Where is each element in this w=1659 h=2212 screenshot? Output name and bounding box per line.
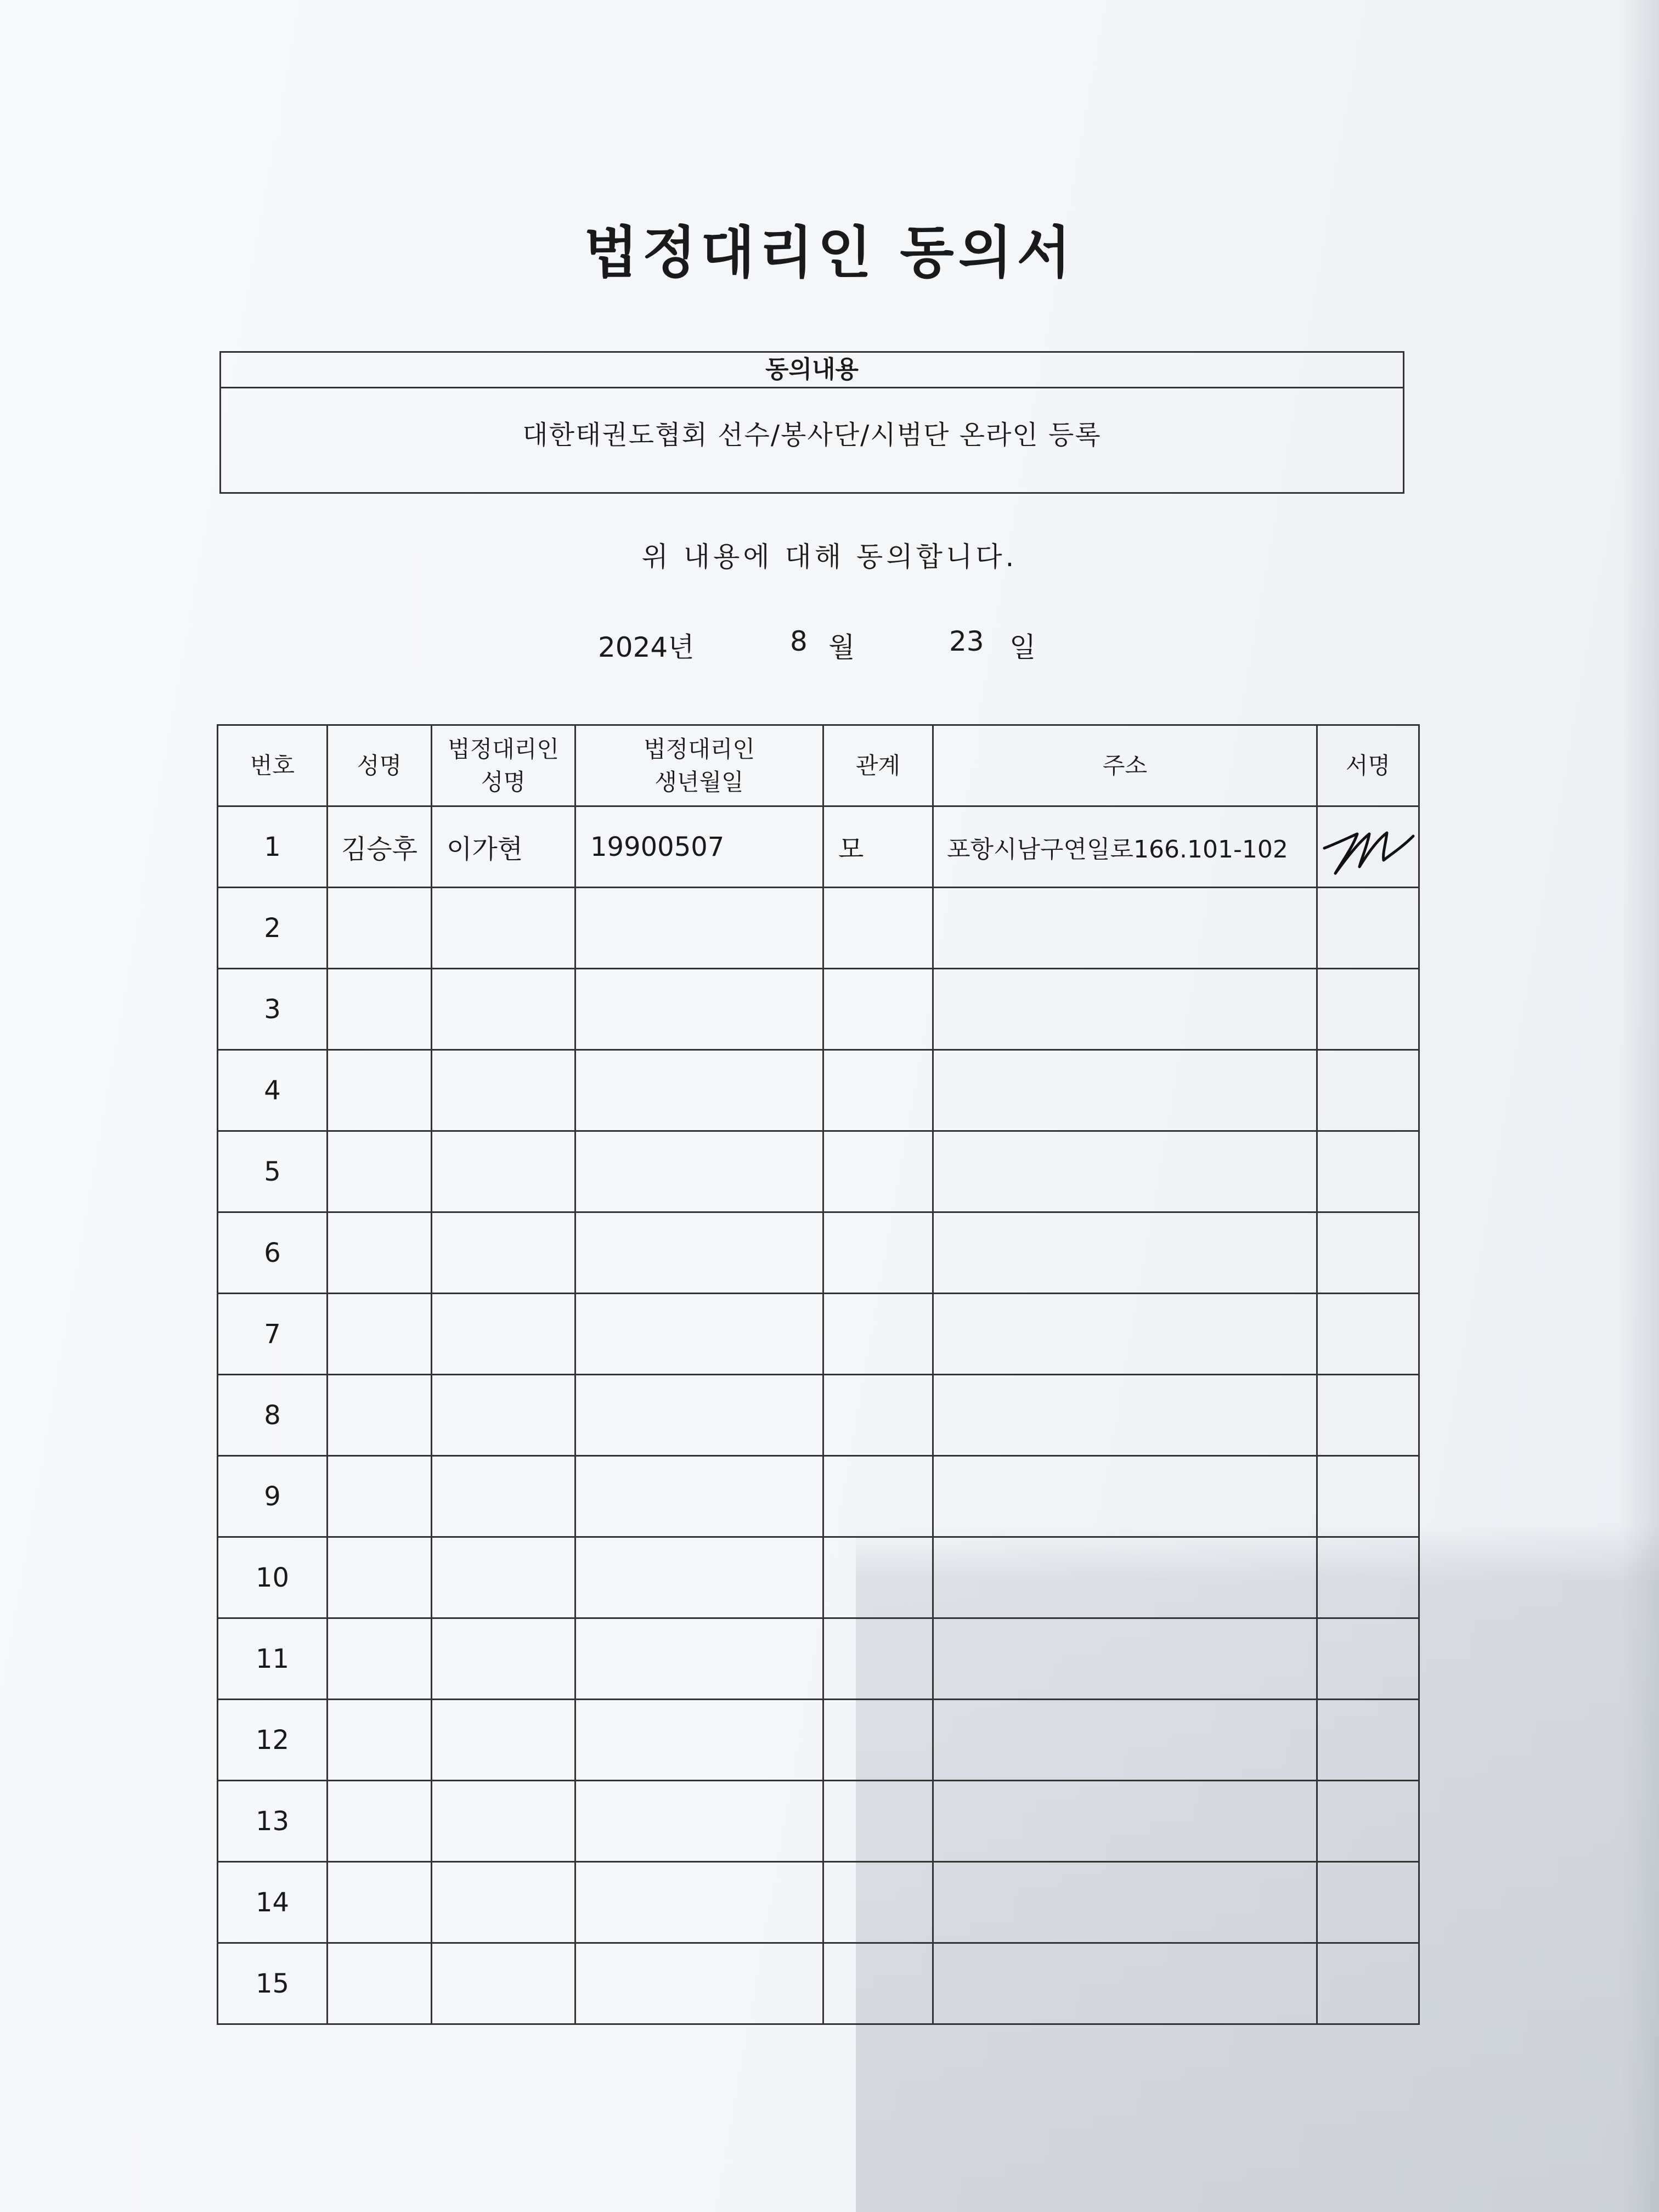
cell-no: 13 [218, 1781, 328, 1862]
cell-address [933, 1781, 1317, 1862]
cell-guardian-birth [575, 1700, 823, 1781]
cell-signature [1317, 1943, 1419, 2024]
cell-guardian-name [432, 1537, 575, 1618]
cell-guardian-name [432, 1943, 575, 2024]
cell-name [328, 1294, 432, 1375]
cell-guardian-name [432, 888, 575, 969]
cell-relation [823, 1943, 933, 2024]
table-row [218, 1618, 1419, 1700]
cell-no: 4 [218, 1050, 328, 1131]
cell-name: 김승후 [328, 806, 432, 888]
cell-name [328, 969, 432, 1050]
cell-signature [1317, 806, 1419, 888]
cell-guardian-name [432, 1375, 575, 1456]
cell-guardian-name [432, 1781, 575, 1862]
cell-relation [823, 1862, 933, 1943]
cell-guardian-name [432, 1131, 575, 1212]
cell-relation [823, 969, 933, 1050]
table-row [218, 1700, 1419, 1781]
date-day-value: 23 [949, 625, 984, 657]
cell-address [933, 888, 1317, 969]
cell-signature [1317, 1781, 1419, 1862]
cell-name [328, 1537, 432, 1618]
cell-address [933, 1862, 1317, 1943]
cell-address [933, 1050, 1317, 1131]
cell-address: 포항시남구연일로166.101-102 [933, 806, 1317, 888]
cell-address [933, 1212, 1317, 1294]
cell-no: 6 [218, 1212, 328, 1294]
cell-guardian-birth: 19900507 [575, 806, 823, 888]
header-address: 주소 [933, 725, 1317, 806]
table-row [218, 1050, 1419, 1131]
cell-guardian-name: 이가현 [432, 806, 575, 888]
date-month-value: 8 [790, 625, 808, 657]
cell-address [933, 1537, 1317, 1618]
consent-box-content: 대한태권도협회 선수/봉사단/시범단 온라인 등록 [522, 420, 1102, 450]
cell-guardian-birth [575, 1375, 823, 1456]
guardian-table [217, 724, 1420, 2025]
cell-relation [823, 1375, 933, 1456]
header-name: 성명 [328, 725, 432, 806]
cell-no: 15 [218, 1943, 328, 2024]
cell-name [328, 888, 432, 969]
cell-signature [1317, 1862, 1419, 1943]
cell-address [933, 1618, 1317, 1700]
cell-signature [1317, 1050, 1419, 1131]
cell-relation [823, 1294, 933, 1375]
cell-relation [823, 888, 933, 969]
cell-signature [1317, 1294, 1419, 1375]
cell-name [328, 1781, 432, 1862]
handwritten-signature-icon [1319, 814, 1418, 880]
document-title: 법정대리인 동의서 [584, 221, 1075, 286]
cell-name [328, 1618, 432, 1700]
cell-signature [1317, 1537, 1419, 1618]
cell-guardian-name [432, 969, 575, 1050]
cell-name [328, 1700, 432, 1781]
cell-guardian-name [432, 1212, 575, 1294]
cell-address [933, 1456, 1317, 1537]
cell-signature [1317, 1456, 1419, 1537]
cell-signature [1317, 1131, 1419, 1212]
cell-guardian-birth [575, 1781, 823, 1862]
cell-relation [823, 1781, 933, 1862]
table-row [218, 1212, 1419, 1294]
cell-guardian-name [432, 1294, 575, 1375]
date-day-unit: 일 [1009, 631, 1036, 663]
cell-guardian-name [432, 1862, 575, 1943]
cell-guardian-birth [575, 888, 823, 969]
consent-box-heading: 동의내용 [221, 353, 1403, 388]
table-row [218, 806, 1419, 888]
consent-statement: 위 내용에 대해 동의합니다. [641, 541, 1018, 573]
consent-box [219, 351, 1404, 494]
header-signature: 서명 [1317, 725, 1419, 806]
table-header-row [218, 725, 1419, 806]
cell-guardian-birth [575, 1456, 823, 1537]
cell-address [933, 1375, 1317, 1456]
cell-name [328, 1862, 432, 1943]
header-guardian-name: 법정대리인 성명 [432, 725, 575, 806]
cell-relation [823, 1050, 933, 1131]
cell-no: 1 [218, 806, 328, 888]
cell-guardian-birth [575, 1537, 823, 1618]
cell-name [328, 1050, 432, 1131]
header-no: 번호 [218, 725, 328, 806]
cell-no: 5 [218, 1131, 328, 1212]
cell-guardian-birth [575, 1294, 823, 1375]
date-year: 2024년 [598, 631, 695, 663]
cell-no: 3 [218, 969, 328, 1050]
cell-guardian-name [432, 1700, 575, 1781]
cell-no: 9 [218, 1456, 328, 1537]
cell-no: 8 [218, 1375, 328, 1456]
header-guardian-birth: 법정대리인 생년월일 [575, 725, 823, 806]
cell-no: 12 [218, 1700, 328, 1781]
table-row [218, 1537, 1419, 1618]
cell-relation [823, 1131, 933, 1212]
cell-address [933, 1700, 1317, 1781]
table-row [218, 1375, 1419, 1456]
cell-name [328, 1212, 432, 1294]
cell-name [328, 1943, 432, 2024]
cell-no: 7 [218, 1294, 328, 1375]
cell-guardian-birth [575, 1862, 823, 1943]
table-row [218, 969, 1419, 1050]
cell-guardian-birth [575, 1131, 823, 1212]
table-row [218, 888, 1419, 969]
cell-signature [1317, 1700, 1419, 1781]
cell-no: 11 [218, 1618, 328, 1700]
cell-guardian-birth [575, 969, 823, 1050]
header-relation: 관계 [823, 725, 933, 806]
cell-guardian-name [432, 1050, 575, 1131]
cell-relation [823, 1618, 933, 1700]
cell-relation [823, 1212, 933, 1294]
cell-address [933, 1294, 1317, 1375]
table-row [218, 1943, 1419, 2024]
cell-name [328, 1375, 432, 1456]
cell-guardian-birth [575, 1943, 823, 2024]
cell-address [933, 1131, 1317, 1212]
cell-guardian-name [432, 1618, 575, 1700]
cell-signature [1317, 1618, 1419, 1700]
table-row [218, 1781, 1419, 1862]
cell-guardian-name [432, 1456, 575, 1537]
cell-signature [1317, 1375, 1419, 1456]
cell-signature [1317, 1212, 1419, 1294]
cell-no: 10 [218, 1537, 328, 1618]
cell-guardian-birth [575, 1050, 823, 1131]
cell-no: 2 [218, 888, 328, 969]
cell-guardian-birth [575, 1212, 823, 1294]
cell-signature [1317, 969, 1419, 1050]
cell-name [328, 1131, 432, 1212]
table-row [218, 1456, 1419, 1537]
cell-address [933, 1943, 1317, 2024]
table-row [218, 1131, 1419, 1212]
table-row [218, 1294, 1419, 1375]
cell-guardian-birth [575, 1618, 823, 1700]
cell-relation [823, 1456, 933, 1537]
cell-no: 14 [218, 1862, 328, 1943]
cell-name [328, 1456, 432, 1537]
date-month-unit: 월 [828, 631, 855, 663]
cell-relation: 모 [823, 806, 933, 888]
table-row [218, 1862, 1419, 1943]
cell-address [933, 969, 1317, 1050]
cell-relation [823, 1700, 933, 1781]
cell-relation [823, 1537, 933, 1618]
cell-signature [1317, 888, 1419, 969]
